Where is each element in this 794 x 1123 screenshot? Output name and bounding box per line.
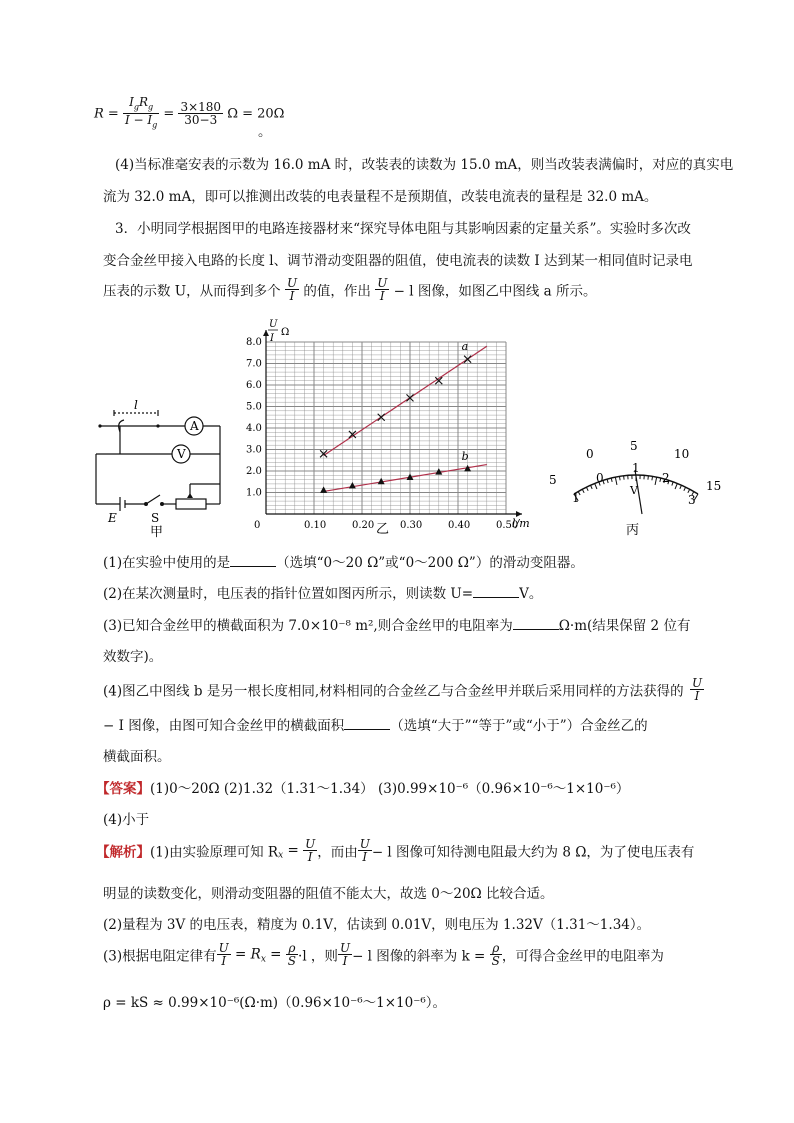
analysis-line1 (96, 838, 694, 863)
q3-line2: 变合金丝甲接入电路的长度 l、调节滑动变阻器的阻值，使电流表的读数 I 达到某一相同值时记录电 (103, 253, 693, 269)
sub2-tail: V。 (519, 586, 543, 602)
sub1-text: (1)在实验中使用的是 (103, 555, 231, 571)
f1-num: I (129, 95, 134, 109)
sub3-blank[interactable] (513, 617, 559, 630)
sub4-blank[interactable] (344, 717, 390, 730)
chart-labels (246, 319, 530, 535)
sub1-tail: （选填“0～20 Ω”或“0～200 Ω”）的滑动变阻器。 (276, 555, 584, 571)
ana3-sub: x (260, 954, 266, 965)
formula-frac2 (178, 101, 223, 126)
ana3-frac4-den: S (491, 954, 500, 968)
analysis-line3: (2)量程为 3V 的电压表，精度为 0.1V，估读到 0.01V，则电压为 1.32V（1.31～1.34）。 (103, 917, 651, 933)
q3-frac2-num: U (377, 276, 388, 290)
ana3-b: = R (230, 946, 261, 963)
chart-lines (324, 346, 487, 491)
dial-outer-4: 15 (706, 479, 722, 493)
dial-tick (684, 487, 686, 491)
dial-tick (655, 477, 657, 485)
ana1-d: − l 图像可知待测电阻最大约为 8 Ω，为了使电压表有 (371, 844, 695, 861)
dial-tick (652, 476, 653, 480)
dial-tick (680, 485, 682, 489)
x-tick-label: 0.30 (400, 520, 423, 531)
ana1-frac1 (303, 838, 317, 863)
q3-frac1 (285, 277, 299, 302)
ana3-frac1-num: U (218, 941, 229, 955)
y-tick-label: 7.0 (246, 358, 262, 370)
ana3-frac2-den: S (287, 954, 297, 968)
dial-unit: V (630, 484, 638, 497)
f1-den: I − I (124, 113, 153, 128)
sub4-frac-num: U (691, 676, 703, 690)
dial-tick (591, 485, 593, 489)
ana3-frac3-den: I (342, 954, 348, 968)
q3-line3 (103, 277, 596, 302)
x-tick-label: 0.20 (352, 520, 375, 531)
switch-label: S (151, 511, 160, 525)
ana3-d: ·l ，则 (298, 948, 338, 965)
chart-grid (266, 342, 506, 514)
x-tick-label: 0.10 (304, 520, 327, 531)
dial-tick (619, 476, 620, 480)
answer-text: (1)0～20Ω (2)1.32（1.31～1.34） (3)0.99×10⁻⁶（0.96×10⁻⁶～1×10⁻⁶） (150, 781, 630, 797)
analysis-line5: ρ = kS ≈ 0.99×10⁻⁶(Ω·m)（0.96×10⁻⁶～1×10⁻⁶）。 (103, 995, 447, 1011)
slider-arrow (187, 493, 193, 498)
x-tick-label: 0.50 (496, 520, 519, 531)
voltmeter-dial (546, 436, 726, 536)
fig-jia-label: 甲 (150, 525, 164, 538)
ana1-frac2-num: U (359, 837, 370, 851)
dial-tick (586, 487, 588, 491)
ana3-a: (3)根据电阻定律有 (103, 948, 217, 965)
p4-line2: 流为 32.0 mA，即可以推测出改装的电表量程不是预期值，改装电流表的量程是 32.0 mA。 (103, 189, 658, 205)
sub4-line3: 横截面积。 (103, 749, 171, 765)
dial-outer-3: 10 (674, 447, 690, 461)
x-axis-label: l/m (512, 517, 530, 530)
y-axis-label-unit: Ω (281, 327, 290, 338)
voltmeter-label: V (177, 447, 186, 461)
formula-result: Ω = 20Ω (227, 106, 285, 122)
sub4-frac (690, 677, 704, 702)
x-tick-label: 0.40 (448, 520, 471, 531)
ana3-frac4 (490, 942, 502, 967)
q3-line1: 3．小明同学根据图甲的电路连接器材来“探究导体电阻与其影响因素的定量关系”。实验时多次改 (115, 221, 691, 237)
sub3-tail: Ω·m(结果保留 2 位有 (558, 618, 691, 634)
y-tick-label: 6.0 (246, 380, 262, 391)
circuit-diagram (90, 398, 240, 538)
sub4-frac-den: I (694, 689, 700, 703)
answer-line (96, 777, 629, 797)
y-axis-label-num: U (269, 319, 278, 330)
sub4-line1 (103, 677, 704, 702)
y-tick-label: 8.0 (246, 337, 262, 348)
dial-inner-2: 1 (632, 461, 640, 475)
series-b-label: b (461, 449, 469, 463)
formula-eq: = (163, 106, 175, 122)
fig-yi-label: 乙 (376, 522, 390, 535)
y-tick-label: 5.0 (246, 401, 262, 413)
f1-den-sub: g (152, 120, 158, 130)
sub2-text: (2)在某次测量时，电压表的指针位置如图丙所示，则读数 U= (103, 586, 474, 602)
ana3-frac3 (338, 942, 352, 967)
q3-line3-a: 压表的示数 U，从而得到多个 (103, 283, 281, 300)
ana3-frac3-num: U (339, 941, 351, 955)
formula-lhs: R = (94, 106, 119, 122)
analysis-tag: 【解析】 (96, 844, 150, 861)
y-tick-label: 1.0 (246, 487, 262, 499)
ana1-frac2-den: I (362, 850, 368, 864)
sub1-blank[interactable] (230, 554, 276, 567)
answer-tag: 【答案】 (96, 781, 150, 797)
dial-tick (675, 483, 677, 489)
answer-line2: (4)小于 (103, 812, 150, 828)
sub3-text: (3)已知合金丝甲的横截面积为 7.0×10⁻⁸ m²,则合金丝甲的电阻率为 (103, 618, 513, 634)
length-label: l (134, 398, 138, 412)
ana3-e: − l 图像的斜率为 k = (352, 948, 490, 965)
sub2-blank[interactable] (473, 585, 519, 598)
series-b-line (324, 465, 487, 492)
dial-outer-2: 5 (630, 439, 638, 453)
y-axis-label-den: I (270, 333, 274, 344)
ana1-sub: x (278, 850, 284, 861)
f2-num: 3×180 (180, 100, 222, 115)
sub4-line1-text: (4)图乙中图线 b 是另一根长度相同,材料相同的合金丝乙与合金丝甲并联后采用同样的方法获得的 (103, 683, 684, 700)
dial-tick (611, 478, 612, 482)
ana1-b: = (283, 842, 304, 859)
dial-inner-1: 0 (596, 471, 604, 485)
sub4-line2 (103, 714, 648, 734)
q3-line3-c: − l 图像，如图乙中图线 a 所示。 (393, 283, 597, 300)
series-a-line (324, 346, 487, 455)
dial-tick (607, 479, 608, 483)
dial-outer-1: 0 (586, 447, 594, 461)
dial-tick (672, 482, 673, 486)
ana1-frac1-num: U (305, 837, 316, 851)
q3-frac2 (375, 277, 389, 302)
fig-bing-label: 丙 (626, 523, 640, 536)
y-axis-arrow (263, 330, 269, 336)
ana1-c: ，而由 (317, 844, 358, 861)
q3-frac1-num: U (286, 276, 298, 290)
dial-tick (615, 477, 617, 485)
ana3-c: = (265, 946, 286, 963)
series-b-point (320, 486, 327, 493)
ana3-frac1 (217, 942, 231, 967)
sub3-line2: 效数字)。 (103, 649, 163, 665)
p4-line1: (4)当标准毫安表的示数为 16.0 mA 时，改装表的读数为 15.0 mA，则当改装表满偏时，对应的真实电 (115, 157, 734, 173)
dial-tick (582, 489, 584, 493)
f1-sub: g (133, 102, 139, 112)
formula-period: 。 (258, 124, 272, 140)
sub1 (103, 551, 584, 571)
analysis-line2: 明显的读数变化，则滑动变阻器的阻值不能太大，故选 0～20Ω 比较合适。 (103, 886, 554, 902)
rheostat-body (176, 499, 206, 509)
dial-inner-4: 3 (688, 493, 696, 507)
ammeter-label: A (190, 419, 199, 433)
sub4-line2-b: （选填“大于”“等于”或“小于”）合金丝乙的 (390, 718, 648, 734)
dial-outer-0: 5 (549, 473, 557, 487)
sub4-line2-a: − I 图像，由图可知合金丝甲的横截面积 (103, 718, 345, 734)
switch-lever (146, 495, 160, 504)
f2-den: 30−3 (184, 113, 218, 128)
series-b-point (349, 482, 356, 489)
ana1-frac2 (358, 838, 372, 863)
y-tick-label: 2.0 (246, 466, 262, 477)
f1-sub2: g (148, 102, 154, 112)
analysis-line4 (103, 942, 664, 967)
ana3-f: ，可得合金丝甲的电阻率为 (501, 948, 664, 965)
ana1-a: (1)由实验原理可知 R (150, 844, 279, 861)
ana1-frac1-den: I (307, 850, 313, 864)
formula-r (94, 96, 284, 132)
formula-frac1 (123, 96, 159, 132)
sub3 (103, 614, 690, 634)
y-tick-label: 3.0 (246, 444, 262, 456)
q3-frac2-den: I (379, 289, 385, 303)
sub2 (103, 582, 542, 602)
q3-line3-b: 的值，作出 (303, 283, 371, 300)
emf-label: E (108, 511, 117, 525)
origin-label: 0 (254, 520, 261, 531)
series-a-label: a (461, 340, 469, 354)
dial-inner-0: 1 (572, 491, 580, 505)
dial-inner-3: 2 (662, 471, 670, 485)
f1-mid: R (138, 95, 149, 109)
ana3-frac2 (286, 942, 298, 967)
ana3-frac4-num: ρ (490, 942, 502, 955)
graph-yi (244, 315, 544, 535)
dial-tick (660, 478, 661, 482)
q3-frac1-den: I (289, 289, 295, 303)
ana3-frac2-num: ρ (286, 942, 298, 955)
y-tick-label: 4.0 (246, 423, 262, 434)
ana3-frac1-den: I (221, 954, 227, 968)
